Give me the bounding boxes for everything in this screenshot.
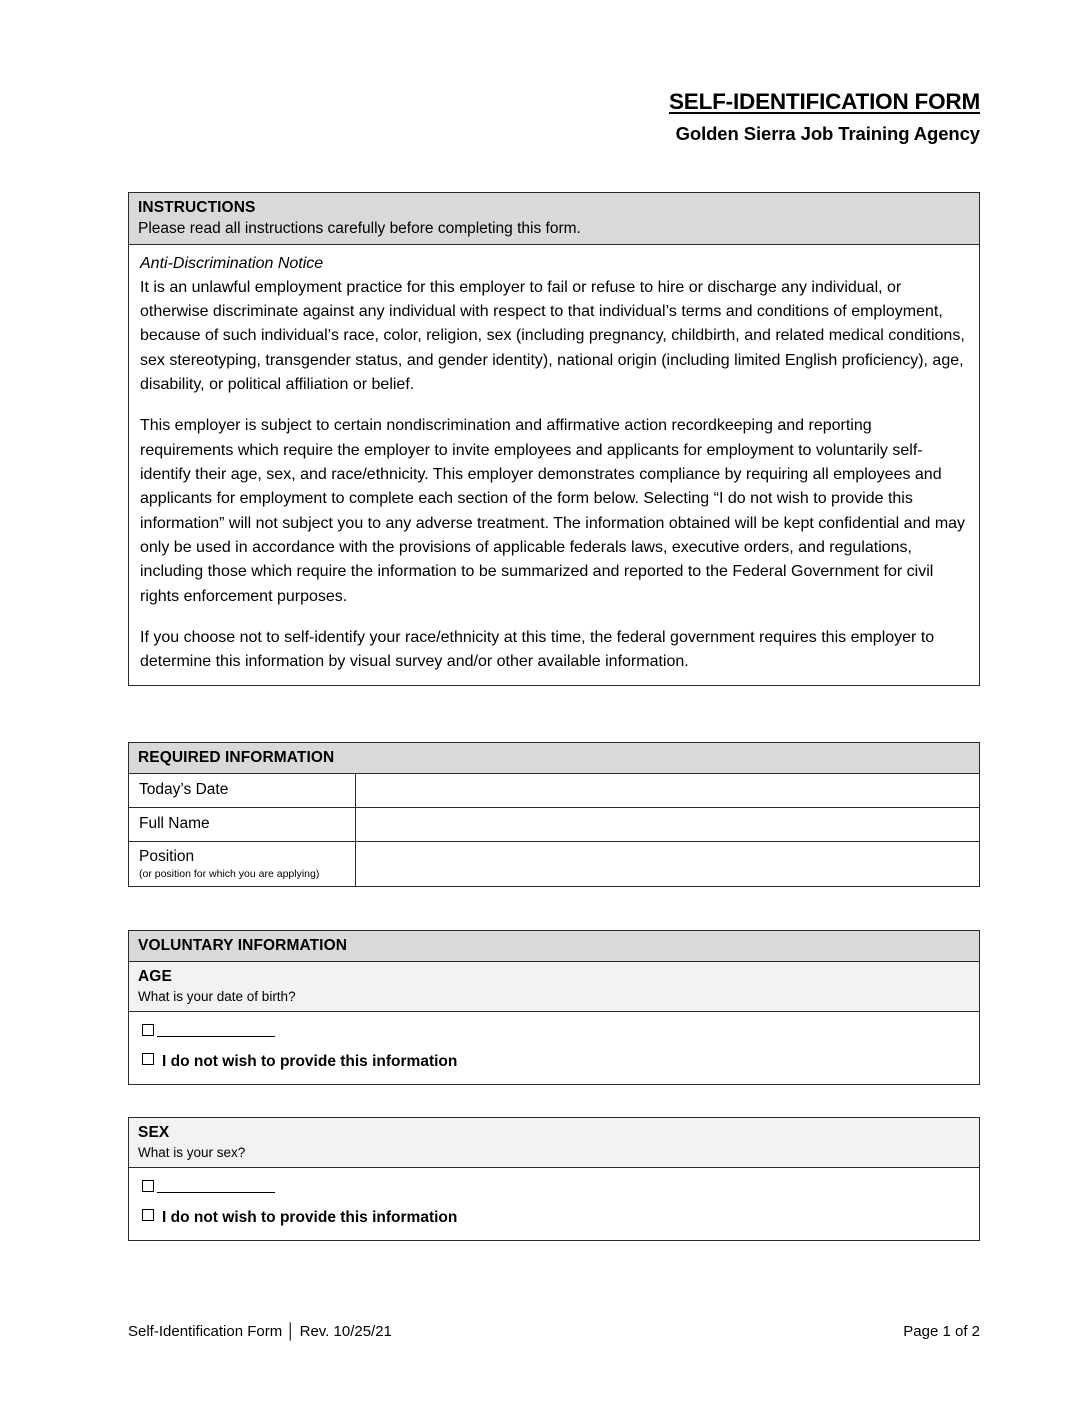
field-label-position: Position (or position for which you are applying) [129,842,356,886]
voluntary-information-title: VOLUNTARY INFORMATION [138,937,348,954]
table-row [129,841,979,886]
field-label-full-name: Full Name [129,808,356,841]
checkbox-icon[interactable] [142,1053,154,1065]
sex-answers [129,1168,979,1240]
instructions-paragraph-3: If you choose not to self-identify your race/ethnicity at this time, the federal government requires this employer to determine this information by visual survey and/or other available information. [140,628,935,671]
footer-page-number: Page 1 of 2 [903,1323,980,1340]
field-input-full-name[interactable] [356,808,979,841]
anti-discrimination-notice-title: Anti-Discrimination Notice [140,254,324,272]
table-row [129,807,979,841]
instructions-paragraph-2: This employer is subject to certain nondiscrimination and affirmative action recordkeeping and reporting requirements which require the employer to invite employees and applicants for employment to voluntarily self-identify their age, sex, and race/ethnicity. This employer demonstrates compliance by requiring all employees and applicants for employment to complete each section of the form below. Selecting “I do not wish to provide this information” will not subject you to any adverse treatment. The information obtained will be kept confidential and may only be used in accordance with the provisions of applicable federals laws, executive orders, and regulations, including those which require the information to be summarized and reported to the Federal Government for civil rights enforcement purposes. [140,417,966,605]
required-information-header [129,743,979,773]
voluntary-information-section [128,930,980,1085]
field-input-position[interactable] [356,842,979,886]
footer-separator: │ [286,1323,296,1340]
instructions-subtitle: Please read all instructions carefully before completing this form. [138,219,581,237]
age-subsection-header [129,962,979,1012]
sex-heading: SEX [138,1124,170,1141]
field-note-position: (or position for which you are applying) [139,868,320,881]
agency-name: Golden Sierra Job Training Agency [675,123,980,145]
field-input-todays-date[interactable] [356,774,979,807]
checkbox-icon[interactable] [142,1209,154,1221]
page-footer [128,1322,980,1342]
instructions-paragraph-1: It is an unlawful employment practice for this employer to fail or refuse to hire or discharge any individual, or otherwise discriminate against any individual with respect to that individual’s terms and conditions of employment, because of such individual’s race, color, religion, sex (including pregnancy, childbirth, and related medical conditions, sex stereotyping, transgender status, and gender identity), national origin (including limited English proficiency), age, disability, or political affiliation or belief. [140,278,965,394]
document-header [128,88,980,148]
instructions-body [129,245,979,685]
page-title: SELF-IDENTIFICATION FORM [668,89,980,114]
field-label-todays-date: Today’s Date [129,774,356,807]
age-decline-option[interactable] [142,1053,968,1072]
sex-section [128,1117,980,1241]
checkbox-icon[interactable] [142,1180,154,1192]
age-heading: AGE [138,967,172,985]
voluntary-information-header [129,931,979,962]
age-answers [129,1012,979,1084]
sex-write-in-input[interactable] [157,1179,275,1193]
sex-question: What is your sex? [138,1144,246,1160]
sex-decline-label: I do not wish to provide this information [162,1209,458,1227]
footer-revision: Rev. 10/25/21 [299,1323,392,1340]
instructions-header [129,193,979,245]
instructions-title: INSTRUCTIONS [138,199,256,216]
checkbox-icon[interactable] [142,1024,154,1036]
sex-decline-option[interactable] [142,1209,968,1228]
age-question: What is your date of birth? [138,988,296,1004]
footer-left [128,1322,392,1342]
required-information-section [128,742,980,887]
sex-subsection-header [129,1118,979,1168]
table-row [129,773,979,807]
sex-write-in-option[interactable] [142,1179,968,1193]
age-write-in-option[interactable] [142,1023,968,1037]
age-write-in-input[interactable] [157,1023,275,1037]
required-information-title: REQUIRED INFORMATION [138,749,335,766]
instructions-section [128,192,980,686]
footer-form-name: Self-Identification Form [128,1323,283,1340]
age-decline-label: I do not wish to provide this information [162,1053,458,1071]
